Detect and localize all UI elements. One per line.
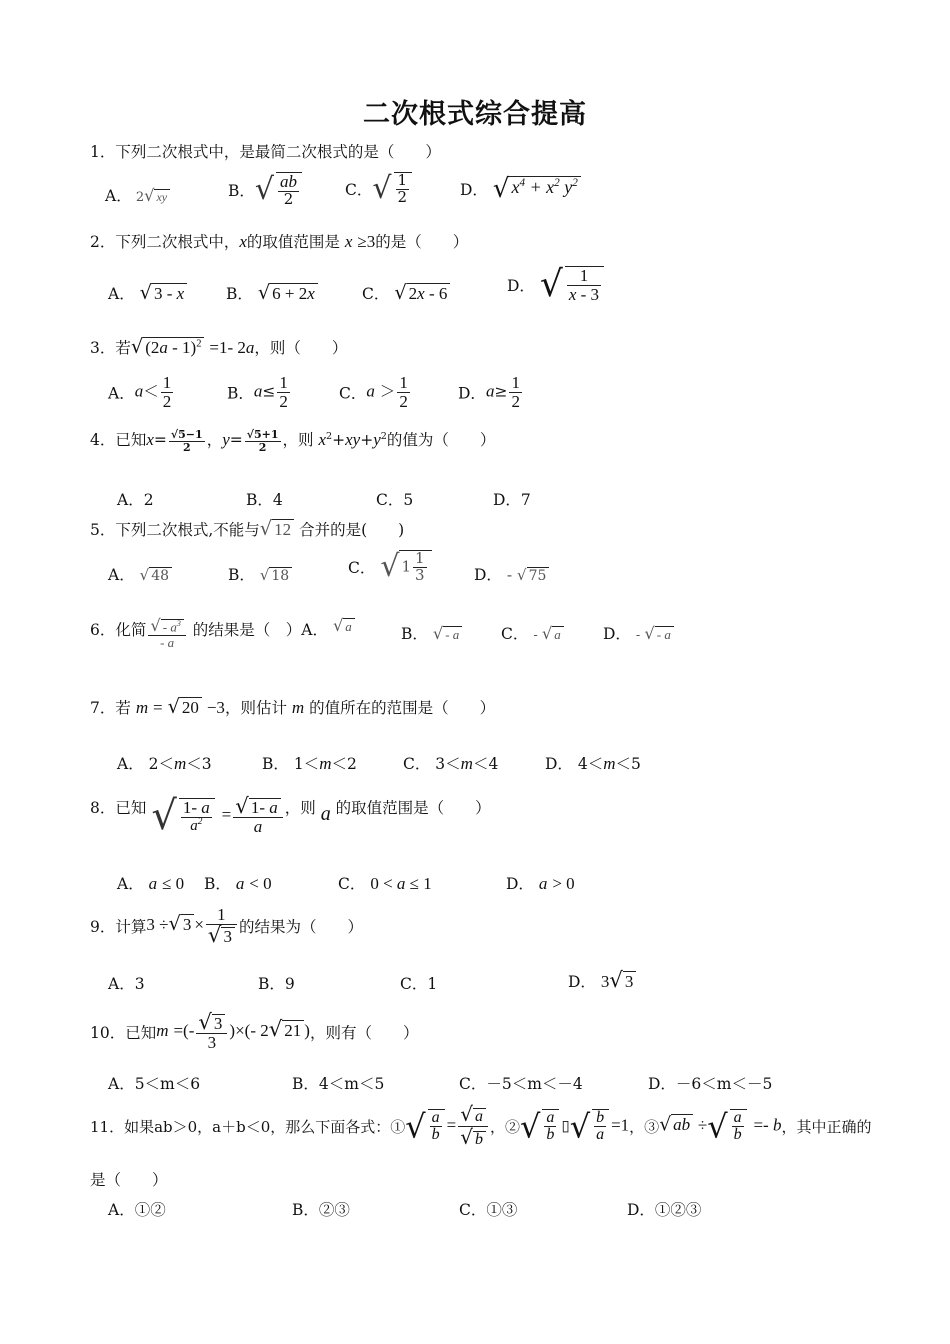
question-1-stem: 1．下列二次根式中，是最简二次根式的是（ ） bbox=[90, 143, 441, 161]
question-3-stem: 3．若√ (2a - 1)$^2$ =1- 2a，则（ ） bbox=[90, 335, 348, 358]
q3-option-a[interactable]: A．a＜ $\frac{1}{2}$ bbox=[108, 373, 172, 411]
q4-option-d[interactable]: D．7 bbox=[493, 491, 531, 509]
question-6-stem: 6．化简 $\frac{√ - a^3}{- a}$ 的结果是（ ）A． $^{√ a}$ bbox=[90, 618, 355, 649]
q3-option-c[interactable]: C．a ＞ $\frac{1}{2}$ bbox=[339, 373, 408, 411]
q11-option-b[interactable]: B．②③ bbox=[292, 1201, 350, 1219]
page-title: 二次根式综合提高 bbox=[363, 99, 587, 130]
q10-option-d[interactable]: D．－6＜m＜－5 bbox=[648, 1075, 773, 1093]
q6-option-b[interactable]: B． √ - a bbox=[401, 622, 462, 644]
q2-option-d[interactable]: D． √ $\frac{1}{x - 3}$ bbox=[507, 266, 606, 304]
q8-option-d[interactable]: D． a > 0 bbox=[506, 874, 575, 893]
q3-option-d[interactable]: D．a≥ $\frac{1}{2}$ bbox=[458, 373, 520, 411]
q6-option-c[interactable]: C． - √ a bbox=[501, 622, 564, 644]
q7-option-d[interactable]: D． 4＜m＜5 bbox=[545, 754, 641, 773]
q9-option-d[interactable]: D． 3√ 3 bbox=[568, 970, 636, 992]
question-10-stem: 10．已知m =(- $\frac{√ 3}{3}$ )×(- 2√ 21 )，则有（ ） bbox=[90, 1010, 419, 1053]
q10-option-c[interactable]: C．－5＜m＜－4 bbox=[459, 1075, 583, 1093]
q5-option-c[interactable]: C． √ 1 $\frac{1}{3}$ bbox=[348, 550, 432, 584]
question-9-stem: 9．计算3 ÷√ 3 × $\frac{1}{√ 3}$ 的结果为（ ） bbox=[90, 905, 363, 948]
q3-option-b[interactable]: B．a≤ $\frac{1}{2}$ bbox=[227, 373, 288, 411]
q1-option-b[interactable]: B．√ $\frac{ab}{2}$ bbox=[228, 172, 304, 208]
q7-option-c[interactable]: C． 3＜m＜4 bbox=[403, 754, 499, 773]
question-11-stem-line2: 是（ ） bbox=[90, 1171, 168, 1189]
question-4-stem: 4．已知x= $\frac{√5-1}{2}$ ，y= $\frac{√5+1}{2}$ ，则 $x^2+xy+y^2$的值为（ ） bbox=[90, 427, 496, 454]
q1-option-c[interactable]: C．√ $\frac{1}{2}$ bbox=[345, 172, 414, 206]
q10-option-b[interactable]: B．4＜m＜5 bbox=[292, 1075, 385, 1093]
q4-option-a[interactable]: A．2 bbox=[117, 491, 154, 509]
q11-option-d[interactable]: D．①②③ bbox=[627, 1201, 702, 1219]
q9-option-c[interactable]: C．1 bbox=[400, 975, 438, 993]
question-5-stem: 5．下列二次根式,不能与√ 12 合并的是( ) bbox=[90, 517, 405, 540]
q6-option-d[interactable]: D． - √ - a bbox=[603, 622, 674, 644]
question-11-stem: 11．如果ab＞0，a＋b＜0，那么下面各式：①√ $\frac{a}{b}$ = $\frac{√ a}{√ b}$ ，②√ $\frac{a}{b}$ ▯√ $\frac{b}{a}$ =1，③√ ab ÷√ $\frac{a}{b}$ =- b，其中正确的 bbox=[90, 1102, 872, 1149]
q8-option-c[interactable]: C． 0 < a ≤ 1 bbox=[338, 874, 432, 893]
q2-option-b[interactable]: B． √ 6 + 2x bbox=[226, 282, 318, 304]
question-8-stem: 8．已知 √ $\frac{1- a}{a^2}$ = $\frac{√ 1- a}{a}$ ，则 a 的取值范围是（ ） bbox=[90, 793, 491, 840]
q1-option-a[interactable]: A． 2√ xy bbox=[105, 184, 170, 206]
q7-option-a[interactable]: A． 2＜m＜3 bbox=[117, 754, 212, 773]
question-7-stem: 7．若 m = √ 20 −3，则估计 m 的值所在的范围是（ ） bbox=[90, 695, 496, 718]
q7-option-b[interactable]: B． 1＜m＜2 bbox=[262, 754, 357, 773]
question-2-stem: 2．下列二次根式中，x的取值范围是 x ≥3的是（ ） bbox=[90, 232, 469, 251]
q2-option-a[interactable]: A． √ 3 - x bbox=[108, 282, 187, 304]
q9-option-a[interactable]: A．3 bbox=[108, 975, 145, 993]
q8-option-a[interactable]: A． a ≤ 0 bbox=[117, 874, 185, 893]
q4-option-b[interactable]: B．4 bbox=[246, 491, 283, 509]
q4-option-c[interactable]: C．5 bbox=[376, 491, 414, 509]
q1-option-d[interactable]: D． √ $x^4 + x^2$ $y^2$ bbox=[460, 176, 581, 202]
q11-option-a[interactable]: A．①② bbox=[108, 1201, 166, 1219]
q5-option-a[interactable]: A． √ 48 bbox=[108, 563, 172, 585]
q9-option-b[interactable]: B．9 bbox=[258, 975, 295, 993]
q5-option-b[interactable]: B． √ 18 bbox=[228, 563, 292, 585]
q10-option-a[interactable]: A．5＜m＜6 bbox=[108, 1075, 201, 1093]
q8-option-b[interactable]: B． a < 0 bbox=[204, 874, 272, 893]
q5-option-d[interactable]: D． - √ 75 bbox=[474, 563, 549, 585]
q11-option-c[interactable]: C．①③ bbox=[459, 1201, 518, 1219]
q2-option-c[interactable]: C． √ 2x - 6 bbox=[362, 282, 450, 304]
